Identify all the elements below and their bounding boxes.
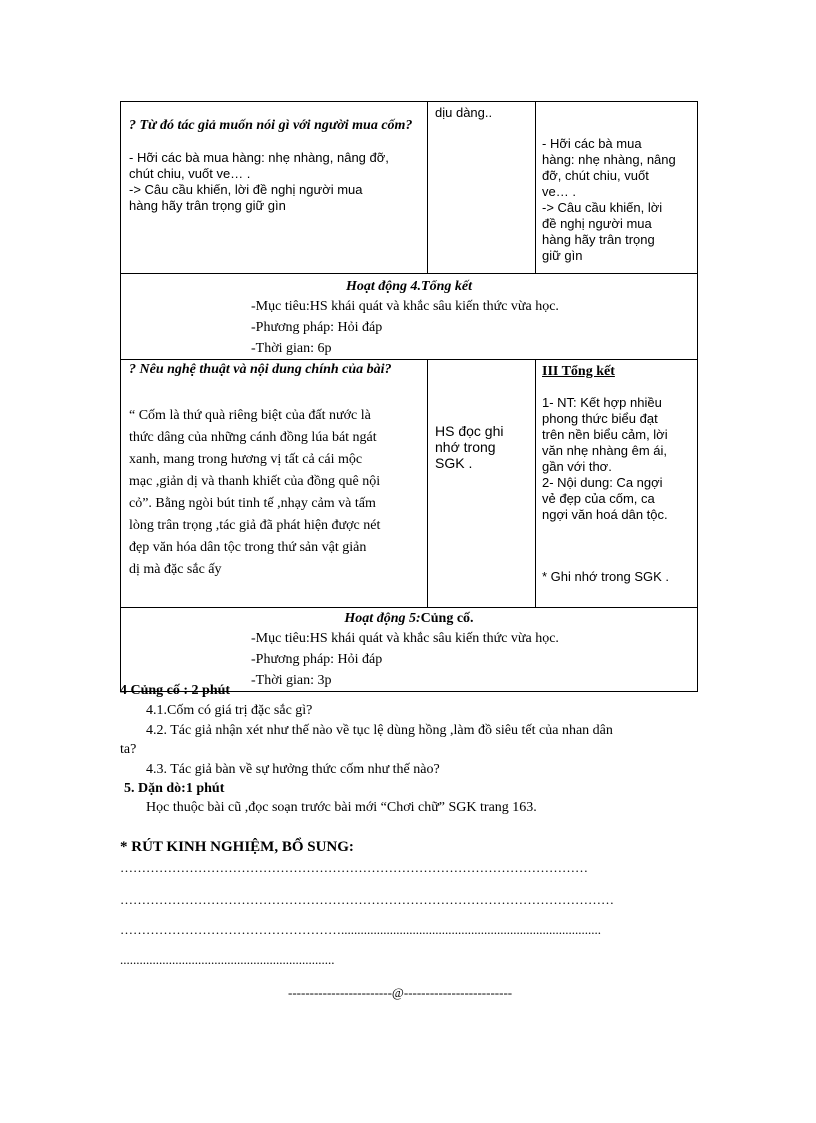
end-mark: ------------------------@------------------------- [288, 985, 513, 1000]
summary-line: 1- NT: Kết hợp nhiều [542, 395, 662, 410]
teacher-activity-cell [121, 360, 428, 608]
section-4-heading: 4 Củng cố : 2 phút [120, 683, 231, 698]
summary-line: gần với thơ. [542, 459, 612, 474]
student-block [435, 423, 528, 471]
content-line: đề nghị người mua [542, 216, 652, 231]
quote-block [129, 405, 419, 581]
quote-line: thức dâng của những cánh đồng lúa bát ngát [129, 430, 377, 445]
answer-line: hàng hãy trân trọng giữ gìn [129, 198, 286, 213]
review-dotted-line: ……………………………………………………………………………………………… [120, 860, 588, 875]
student-line: HS đọc ghi [435, 423, 504, 439]
summary-line: văn nhẹ nhàng êm ái, [542, 443, 668, 458]
table-row [121, 608, 698, 692]
summary-heading: III Tổng kết [542, 364, 615, 379]
section-5-text: Học thuộc bài cũ ,đọc soạn trước bài mới “Chơi chữ” SGK trang 163. [146, 800, 537, 815]
student-line: nhớ trong [435, 439, 496, 455]
quote-line: mạc ,giản dị và thanh khiết của đồng quê nội [129, 474, 381, 489]
review-dotted-line: .................................................................. [120, 952, 335, 967]
quote-line: xanh, mang trong hương vị tất cả cái mộc [129, 452, 363, 467]
section-4-question-3: 4.3. Tác giả bàn về sự hưởng thức cốm như thế nào? [146, 762, 440, 777]
answer-line: - Hỡi các bà mua hàng: nhẹ nhàng, nâng đỡ, [129, 150, 389, 165]
summary-line: ngợi văn hoá dân tộc. [542, 507, 668, 522]
content-cell [536, 360, 698, 608]
content-line: giữ gìn [542, 248, 583, 263]
section-4-question-2: 4.2. Tác giả nhận xét như thế nào về tục lệ dùng hồng ,làm đồ siêu tết của nhan dân [146, 723, 613, 738]
review-heading: * RÚT KINH NGHIỆM, BỔ SUNG: [120, 839, 354, 855]
content-line: ve… . [542, 184, 576, 199]
content-cell [536, 102, 698, 274]
table-row [121, 102, 698, 274]
summary-note: * Ghi nhớ trong SGK . [542, 569, 670, 584]
section-5-heading: 5. Dặn dò:1 phút [124, 781, 225, 796]
activity-5-time: -Thời gian: 3p [251, 673, 332, 688]
review-dotted-line: ……………………………………………................................................................................ [120, 922, 601, 937]
summary-block [542, 395, 693, 523]
student-text: dịu dàng.. [435, 105, 493, 120]
content-block [542, 136, 693, 264]
answer-line: chút chiu, vuốt ve… . [129, 166, 251, 181]
section-4-question-1: 4.1.Cốm có giá trị đặc sắc gì? [146, 703, 313, 718]
quote-line: cỏ”. Bằng ngòi bút tinh tế ,nhạy cảm và tấm [129, 496, 376, 511]
content-line: hàng hãy trân trọng [542, 232, 655, 247]
quote-line: dị mà đặc sắc ấy [129, 562, 222, 577]
content-line: -> Câu cầu khiến, lời [542, 200, 663, 215]
quote-line: “ Cốm là thứ quà riêng biệt của đất nước là [129, 408, 371, 423]
activity-4-title: Hoạt động 4.Tổng kết [345, 279, 472, 294]
student-activity-cell [428, 102, 536, 274]
question-text: ? Nêu nghệ thuật và nội dung chính của bài? [129, 362, 392, 377]
content-line: hàng: nhẹ nhàng, nâng [542, 152, 676, 167]
student-activity-cell [428, 360, 536, 608]
lesson-table [120, 101, 698, 692]
answer-line: -> Câu cầu khiến, lời đề nghị người mua [129, 182, 363, 197]
content-line: đỡ, chút chiu, vuốt [542, 168, 649, 183]
review-dotted-line: …………………………………………………………………………………………………… [120, 892, 614, 907]
teacher-activity-cell [121, 102, 428, 274]
activity-4-time: -Thời gian: 6p [251, 341, 332, 356]
summary-line: phong thức biểu đạt [542, 411, 658, 426]
table-row [121, 274, 698, 360]
content-line: - Hỡi các bà mua [542, 136, 642, 151]
section-4-question-2-cont: ta? [120, 742, 137, 757]
quote-line: lòng trân trọng ,tác giả đã phát hiện được nét [129, 518, 381, 533]
student-line: SGK . [435, 455, 473, 471]
activity-5-method: -Phương pháp: Hỏi đáp [251, 652, 383, 667]
summary-line: 2- Nội dung: Ca ngợi [542, 475, 663, 490]
activity-4-goal: -Mục tiêu:HS khái quát và khắc sâu kiến thức vừa học. [251, 299, 559, 314]
quote-line: đẹp văn hóa dân tộc trong thứ sản vật giản [129, 540, 367, 555]
activity-5-title: Hoạt động 5:Củng cố. [344, 611, 474, 626]
summary-line: vẻ đẹp của cốm, ca [542, 491, 655, 506]
activity-5-cell [121, 608, 698, 692]
answer-block [129, 150, 419, 214]
question-text: ? Từ đó tác giả muốn nói gì với người mua cốm? [129, 118, 413, 133]
table-row [121, 360, 698, 608]
activity-4-method: -Phương pháp: Hỏi đáp [251, 320, 383, 335]
activity-4-cell [121, 274, 698, 360]
activity-5-goal: -Mục tiêu:HS khái quát và khắc sâu kiến thức vừa học. [251, 631, 559, 646]
summary-line: trên nền biểu cảm, lời [542, 427, 668, 442]
